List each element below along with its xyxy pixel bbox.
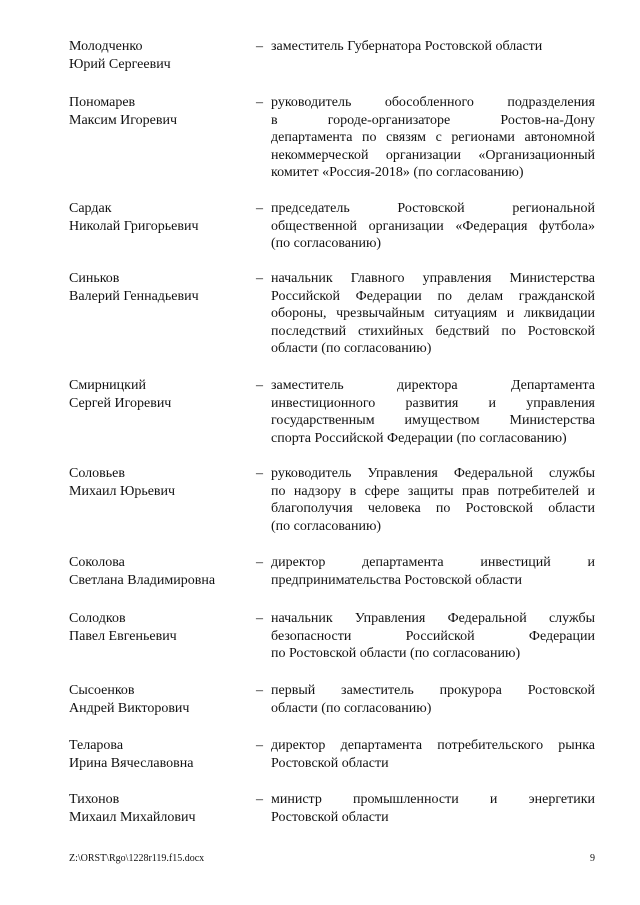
given-names: Сергей Игоревич bbox=[69, 395, 172, 411]
position-description bbox=[271, 377, 595, 447]
dash-separator: – bbox=[256, 39, 263, 54]
description-line: начальник Главного управления Министерства bbox=[271, 271, 595, 286]
person-name bbox=[69, 200, 254, 235]
description-line: по Ростовской области (по согласованию) bbox=[271, 646, 521, 661]
description-line: (по согласованию) bbox=[271, 518, 382, 534]
description-line: в городе-организаторе Ростов-на-Дону bbox=[271, 112, 595, 128]
person-name bbox=[69, 465, 254, 500]
given-names: Михаил Юрьевич bbox=[69, 483, 176, 499]
surname: Сысоенков bbox=[69, 683, 135, 698]
description-line: спорта Российской Федерации (по согласованию) bbox=[271, 430, 567, 446]
position-description bbox=[271, 465, 595, 535]
description-line: заместитель директора Департамента bbox=[271, 378, 595, 393]
given-names: Юрий Сергеевич bbox=[69, 56, 171, 72]
footer-file-path: Z:\ORST\Rgo\1228r119.f15.docx bbox=[69, 853, 205, 864]
description-line: области (по согласованию) bbox=[271, 341, 432, 356]
dash-separator: – bbox=[256, 271, 263, 286]
surname: Синьков bbox=[69, 271, 120, 286]
description-line: благополучия человека по Ростовской области bbox=[271, 501, 595, 516]
description-line: государственным имуществом Министерства bbox=[271, 413, 595, 428]
description-line: некоммерческой организации «Организационный bbox=[271, 147, 595, 163]
given-names: Николай Григорьевич bbox=[69, 218, 199, 234]
description-line: общественной организации «Федерация футбола» bbox=[271, 218, 595, 234]
surname: Тихонов bbox=[69, 792, 120, 807]
surname: Молодченко bbox=[69, 39, 143, 54]
position-description bbox=[271, 791, 595, 826]
description-line: первый заместитель прокурора Ростовской bbox=[271, 683, 595, 698]
description-line: руководитель обособленного подразделения bbox=[271, 95, 595, 110]
surname: Пономарев bbox=[69, 95, 136, 110]
person-name bbox=[69, 610, 254, 645]
given-names: Светлана Владимировна bbox=[69, 572, 216, 588]
description-line: министр промышленности и энергетики bbox=[271, 792, 595, 807]
given-names: Павел Евгеньевич bbox=[69, 628, 177, 644]
dash-separator: – bbox=[256, 95, 263, 110]
description-line: по надзору в сфере защиты прав потребителей и bbox=[271, 483, 595, 499]
dash-separator: – bbox=[256, 466, 263, 481]
person-name bbox=[69, 791, 254, 826]
description-line: председатель Ростовской региональной bbox=[271, 201, 595, 216]
person-name bbox=[69, 682, 254, 717]
dash-separator: – bbox=[256, 683, 263, 698]
person-name bbox=[69, 377, 254, 412]
surname: Соколова bbox=[69, 555, 125, 570]
dash-separator: – bbox=[256, 378, 263, 393]
description-line: последствий стихийных бедствий по Ростовской bbox=[271, 323, 595, 339]
description-line: Ростовской области bbox=[271, 809, 389, 825]
given-names: Андрей Викторович bbox=[69, 700, 190, 716]
dash-separator: – bbox=[256, 201, 263, 216]
description-line: комитет «Россия-2018» (по согласованию) bbox=[271, 165, 524, 180]
position-description bbox=[271, 38, 595, 56]
dash-separator: – bbox=[256, 555, 263, 570]
position-description bbox=[271, 270, 595, 358]
surname: Теларова bbox=[69, 738, 124, 753]
description-line: заместитель Губернатора Ростовской области bbox=[271, 39, 543, 54]
description-line: директор департамента инвестиций и bbox=[271, 555, 595, 570]
description-line: безопасности Российской Федерации bbox=[271, 628, 595, 644]
dash-separator: – bbox=[256, 738, 263, 753]
position-description bbox=[271, 554, 595, 589]
given-names: Ирина Вячеславовна bbox=[69, 755, 194, 771]
given-names: Михаил Михайлович bbox=[69, 809, 196, 825]
description-line: руководитель Управления Федеральной службы bbox=[271, 466, 595, 481]
description-line: департамента по связям с регионами автономной bbox=[271, 130, 595, 145]
person-name bbox=[69, 737, 254, 772]
surname: Солодков bbox=[69, 611, 126, 626]
person-name bbox=[69, 38, 254, 73]
position-description bbox=[271, 737, 595, 772]
person-name bbox=[69, 554, 254, 589]
description-line: инвестиционного развития и управления bbox=[271, 395, 595, 411]
person-name bbox=[69, 270, 254, 305]
position-description bbox=[271, 200, 595, 253]
dash-separator: – bbox=[256, 792, 263, 807]
position-description bbox=[271, 610, 595, 663]
person-name bbox=[69, 94, 254, 129]
description-line: Ростовской области bbox=[271, 755, 389, 771]
description-line: (по согласованию) bbox=[271, 236, 382, 251]
given-names: Валерий Геннадьевич bbox=[69, 288, 199, 304]
description-line: начальник Управления Федеральной службы bbox=[271, 611, 595, 626]
position-description bbox=[271, 94, 595, 182]
description-line: предпринимательства Ростовской области bbox=[271, 572, 522, 588]
dash-separator: – bbox=[256, 611, 263, 626]
given-names: Максим Игоревич bbox=[69, 112, 178, 128]
page-number: 9 bbox=[590, 853, 595, 864]
description-line: Российской Федерации по делам гражданской bbox=[271, 288, 595, 304]
description-line: обороны, чрезвычайным ситуациям и ликвидации bbox=[271, 306, 595, 321]
position-description bbox=[271, 682, 595, 717]
surname: Сардак bbox=[69, 201, 112, 216]
surname: Соловьев bbox=[69, 466, 125, 481]
description-line: директор департамента потребительского рынка bbox=[271, 738, 595, 753]
description-line: области (по согласованию) bbox=[271, 700, 432, 716]
surname: Смирницкий bbox=[69, 378, 146, 393]
